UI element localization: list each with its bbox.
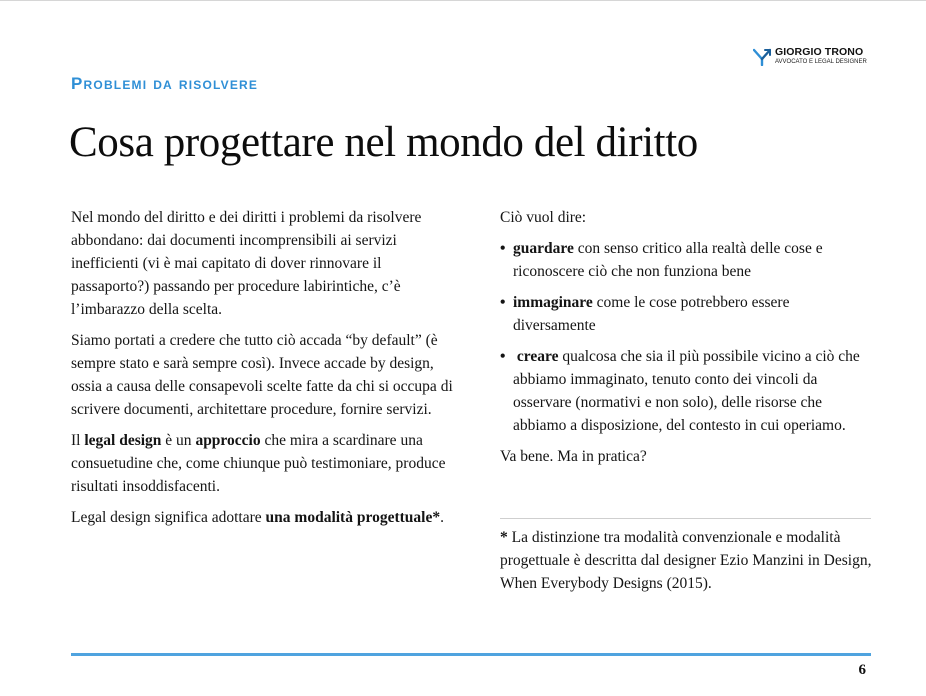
bold-term-legal-design: legal design <box>84 432 162 449</box>
paragraph-closing: Va bene. Ma in pratica? <box>500 448 647 465</box>
bullet-keyword: immaginare <box>513 294 593 311</box>
paragraph-modalita <box>71 506 461 529</box>
footnote-divider <box>500 518 871 519</box>
paragraph-problems: Nel mondo del diritto e dei diritti i problemi da risolvere abbondano: dai documenti incomprensibili ai servizi inefficienti (vi è mai capitato di dover rinnovare il passaporto?) passando per procedure labirintiche, c’è l’imbarazzo della scelta. <box>71 209 422 318</box>
text-run: Legal design significa adottare <box>71 509 266 526</box>
footnote-marker: * <box>500 529 508 546</box>
brand-name: GIORGIO TRONO <box>775 46 864 58</box>
brand-logo <box>753 46 883 70</box>
text-run: è un <box>161 432 196 449</box>
brand-tagline: AVVOCATO E LEGAL DESIGNER <box>775 59 867 65</box>
bullet-dot: • <box>500 348 506 365</box>
bullet-dot: • <box>500 294 506 311</box>
list-item <box>500 291 872 337</box>
paragraph-by-design: Siamo portati a credere che tutto ciò accada “by default” (è sempre stato e sarà sempre così). Invece accade by design, ossia a causa delle consapevoli scelte fatte da chi si occupa di scrivere documenti, architettare procedure, fornire servizi. <box>71 332 453 418</box>
bottom-divider <box>71 653 871 656</box>
section-kicker: Problemi da risolvere <box>71 74 259 93</box>
bullet-text: qualcosa che sia il più possibile vicino a ciò che abbiamo immaginato, tenuto conto dei vincoli da osservare (normativi e non solo), delle risorse che abbiamo a disposizione, del contesto in cui operiamo. <box>513 348 860 434</box>
list-item <box>500 237 872 283</box>
right-column <box>500 206 872 476</box>
text-run: Il <box>71 432 85 449</box>
left-column <box>71 206 461 537</box>
footnote-text: La distinzione tra modalità convenzionale e modalità progettuale è descritta dal designer Ezio Manzini in Design, When Everybody Designs (2015). <box>500 529 872 592</box>
bullet-keyword: guardare <box>513 240 574 257</box>
bold-term-modalita-progettuale: una modalità progettuale* <box>265 509 441 526</box>
text-run: che mira a scardinare una consuetudine che, come chiunque può testimoniare, produce risultati insoddisfacenti. <box>71 432 446 495</box>
bullet-keyword: creare <box>513 348 559 365</box>
text-run: . <box>440 509 444 526</box>
paragraph-legal-design <box>71 429 461 498</box>
bullet-list <box>500 237 872 437</box>
page-title: Cosa progettare nel mondo del diritto <box>69 119 698 166</box>
footnote <box>500 526 872 595</box>
arrow-mark-icon <box>753 48 771 66</box>
bullet-text: con senso critico alla realtà delle cose e riconoscere ciò che non funziona bene <box>513 240 823 280</box>
bullet-text: come le cose potrebbero essere diversamente <box>513 294 790 334</box>
bullet-dot: • <box>500 240 506 257</box>
page-number: 6 <box>858 662 866 678</box>
list-item <box>500 345 872 437</box>
top-divider <box>0 0 926 1</box>
bold-term-approccio: approccio <box>195 432 261 449</box>
paragraph-intro: Ciò vuol dire: <box>500 209 587 226</box>
